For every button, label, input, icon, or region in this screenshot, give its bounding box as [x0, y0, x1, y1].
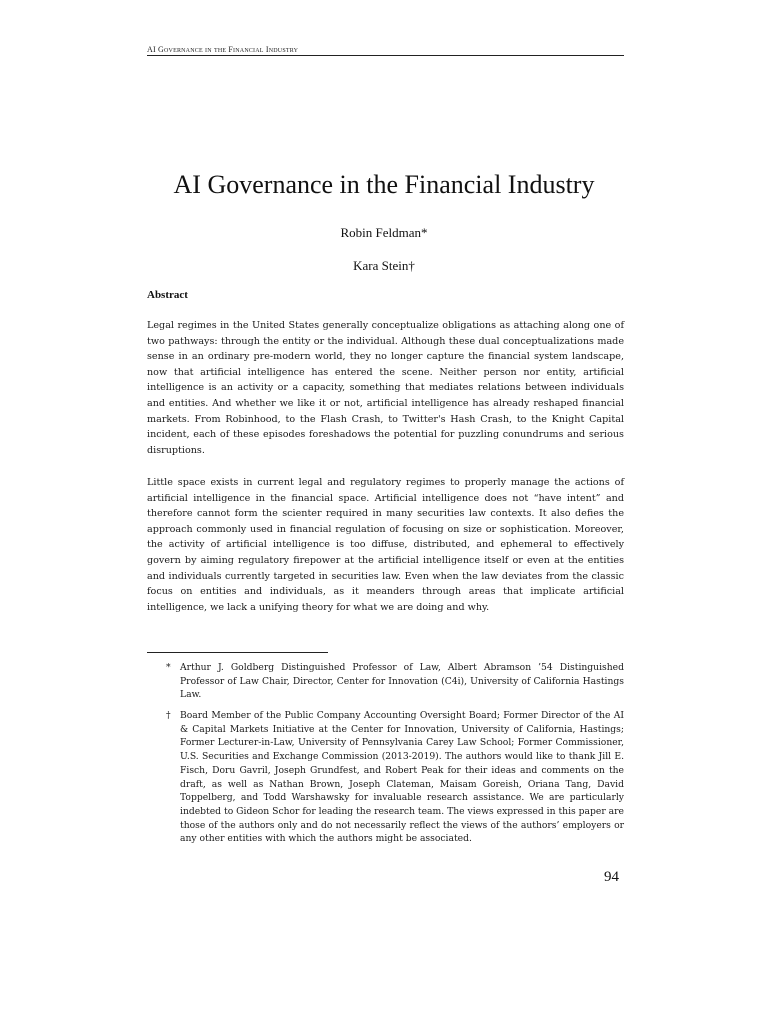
footnote-text: Arthur J. Goldberg Distinguished Professor of Law, Albert Abramson ’54 Distinguished Professor of Law Chair, Director, Center for Innovation (C4i), University of California Hastings Law.	[180, 662, 624, 701]
footnote-text: Board Member of the Public Company Accounting Oversight Board; Former Director of the AI & Capital Markets Initiative at the Center for Innovation, University of California, Hastings; Former Lecturer-in-Law, University of Pennsylvania Carey Law School; Former Commissioner, U.S. Securities and Exchange Commission (2013-2019). The authors would like to thank Jill E. Fisch, Doru Gavril, Joseph Grundfest, and Robert Peak for their ideas and comments on the draft, as well as Nathan Brown, Joseph Clateman, Maisam Goreish, Oriana Tang, David Toppelberg, and Todd Warshawsky for invaluable research assistance. We are particularly indebted to Gideon Schor for leading the research team. The views expressed in this paper are those of the authors only and do not necessarily reflect the views of the authors’ employers or any other entities with which the authors might be associated.	[180, 710, 624, 845]
footnote-divider	[147, 652, 328, 653]
page-number: 94	[604, 869, 619, 885]
author-stein: Kara Stein†	[353, 258, 415, 273]
footnote-mark: †	[166, 710, 171, 721]
paper-title: AI Governance in the Financial Industry	[173, 170, 595, 199]
footnote-stein	[166, 709, 624, 846]
footnote-mark: *	[166, 662, 171, 673]
abstract-paragraph-2: Little space exists in current legal and regulatory regimes to properly manage the actions of artificial intelligence in the financial space. Artificial intelligence does not “have intent” and therefore cannot form the scienter required in many securities law contexts. It also defies the approach commonly used in financial regulation of focusing on size or sophistication. Moreover, the activity of artificial intelligence is too diffuse, distributed, and ephemeral to effectively govern by aiming regulatory firepower at the artificial intelligence itself or even at the entities and individuals currently targeted in securities law. Even when the law deviates from the classic focus on entities and individuals, as it meanders through areas that implicate artificial intelligence, we lack a unifying theory for what we are doing and why.	[147, 477, 624, 613]
author-feldman: Robin Feldman*	[340, 225, 428, 240]
footnote-feldman	[166, 661, 624, 702]
abstract-paragraph-1: Legal regimes in the United States generally conceptualize obligations as attaching along one of two pathways: through the entity or the individual. Although these dual conceptualizations made sense in an ordinary pre-modern world, they no longer capture the financial system landscape, now that artificial intelligence has entered the scene. Neither person nor entity, artificial intelligence is an activity or a capacity, something that mediates relations between individuals and entities. And whether we like it or not, artificial intelligence has already reshaped financial markets. From Robinhood, to the Flash Crash, to Twitter's Hash Crash, to the Knight Capital incident, each of these episodes foreshadows the potential for puzzling conundrums and serious disruptions.	[147, 320, 624, 456]
abstract-heading: Abstract	[147, 289, 188, 301]
running-header: AI Governance in the Financial Industry	[147, 45, 624, 56]
